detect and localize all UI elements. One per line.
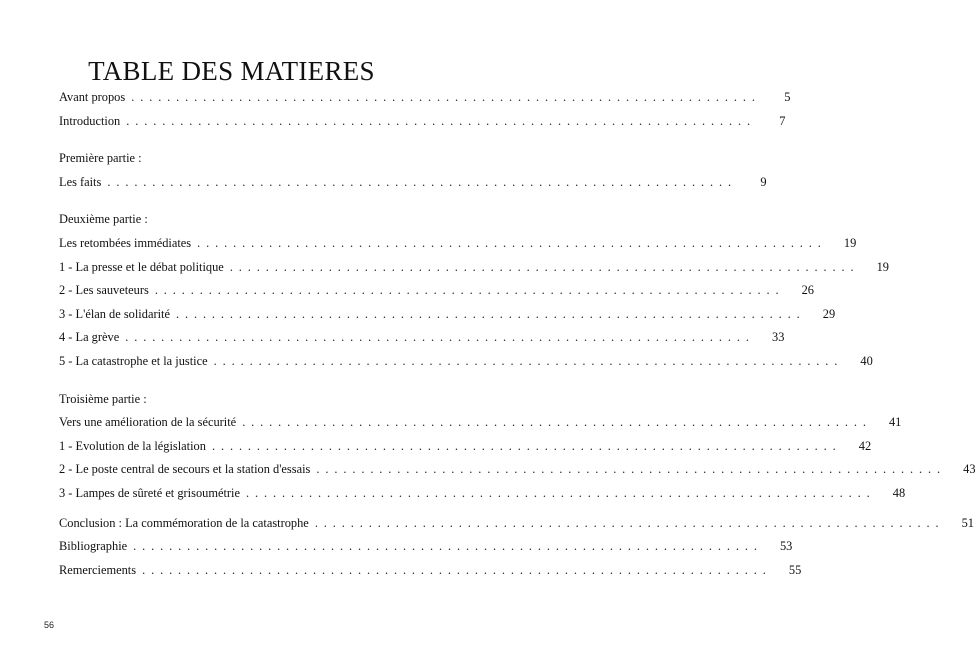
toc-entry [59, 171, 767, 195]
toc-entry-label: 2 - Les sauveteurs [59, 283, 149, 298]
section-spacer [59, 374, 434, 388]
page-number: 56 [44, 620, 55, 630]
dot-leader: . . . . . . . . . . . . . . . . . . . . . . . . . . . . . . . . . . . . . . . . . . . . . . . . . . . . . . . . . . . . . . . . . . . . . . [245, 485, 872, 500]
dot-leader: . . . . . . . . . . . . . . . . . . . . . . . . . . . . . . . . . . . . . . . . . . . . . . . . . . . . . . . . . . . . . . . . . . . . . . [175, 306, 802, 321]
toc-entry [59, 411, 902, 435]
toc-entry-label: Avant propos [59, 90, 126, 104]
toc-entry-label: Remerciements [59, 562, 137, 577]
dot-leader: . . . . . . . . . . . . . . . . . . . . . . . . . . . . . . . . . . . . . . . . . . . . . . . . . . . . . . . . . . . . . . . . . . . . . . [316, 462, 942, 477]
toc-entry-page: 55 [788, 562, 802, 577]
page-title: TABLE DES MATIERES [88, 56, 375, 87]
part-heading: Troisième partie : [59, 391, 147, 406]
toc-entry-label: Les faits [59, 174, 102, 189]
part-heading: Première partie : [59, 151, 142, 166]
dot-leader: . . . . . . . . . . . . . . . . . . . . . . . . . . . . . . . . . . . . . . . . . . . . . . . . . . . . . . . . . . . . . . . . . . . . . . [107, 174, 733, 189]
part-heading: Deuxième partie : [59, 212, 148, 227]
toc-entry [59, 458, 976, 482]
dot-leader: . . . . . . . . . . . . . . . . . . . . . . . . . . . . . . . . . . . . . . . . . . . . . . . . . . . . . . . . . . . . . . . . . . . . . . [314, 515, 940, 530]
toc-entry-label: Les retombées immédiates [59, 235, 192, 250]
toc-entry-label: 2 - Le poste central de secours et la station d'essais [59, 462, 311, 477]
toc-entry [59, 512, 974, 536]
toc-entry-page: 42 [858, 438, 872, 453]
dot-leader: . . . . . . . . . . . . . . . . . . . . . . . . . . . . . . . . . . . . . . . . . . . . . . . . . . . . . . . . . . . . . . . . . . . . . . [154, 283, 780, 298]
toc-entry [59, 232, 857, 256]
toc-entry-page: 51 [961, 515, 974, 530]
toc-entry [59, 482, 906, 506]
toc-entry-page: 29 [822, 306, 836, 321]
toc-entry [59, 435, 872, 459]
toc-entry-page: 41 [888, 415, 902, 430]
toc-entry-label: 3 - L'élan de solidarité [59, 306, 170, 321]
toc-entry-page: 53 [779, 539, 793, 554]
toc-entry [59, 256, 889, 280]
dot-leader: . . . . . . . . . . . . . . . . . . . . . . . . . . . . . . . . . . . . . . . . . . . . . . . . . . . . . . . . . . . . . . . . . . . . . . [197, 235, 823, 250]
dot-leader: . . . . . . . . . . . . . . . . . . . . . . . . . . . . . . . . . . . . . . . . . . . . . . . . . . . . . . . . . . . . . . . . . . . . . . [133, 539, 759, 554]
dot-leader: . . . . . . . . . . . . . . . . . . . . . . . . . . . . . . . . . . . . . . . . . . . . . . . . . . . . . . . . . . . . . . . . . . . . . . [242, 415, 868, 430]
toc-entry-page: 7 [779, 113, 786, 128]
toc-entry-label: Introduction [59, 113, 121, 128]
toc-entry-page: 40 [860, 353, 873, 368]
toc-entry [59, 535, 793, 559]
dot-leader: . . . . . . . . . . . . . . . . . . . . . . . . . . . . . . . . . . . . . . . . . . . . . . . . . . . . . . . . . . . . . . . . . . . . . . [126, 113, 752, 128]
dot-leader: . . . . . . . . . . . . . . . . . . . . . . . . . . . . . . . . . . . . . . . . . . . . . . . . . . . . . . . . . . . . . . . . . . . . . . [213, 353, 839, 368]
toc-entry-label: Bibliographie [59, 539, 128, 554]
toc-entry-label: 1 - La presse et le débat politique [59, 259, 224, 274]
toc-entry-page: 9 [760, 174, 767, 189]
dot-leader: . . . . . . . . . . . . . . . . . . . . . . . . . . . . . . . . . . . . . . . . . . . . . . . . . . . . . . . . . . . . . . . . . . . . . . [229, 259, 855, 274]
dot-leader: . . . . . . . . . . . . . . . . . . . . . . . . . . . . . . . . . . . . . . . . . . . . . . . . . . . . . . . . . . . . . . . . . . . . . . [125, 330, 751, 345]
toc-entry [59, 350, 873, 374]
toc-entry-page: 33 [772, 330, 785, 345]
toc-entry-label: 3 - Lampes de sûreté et grisoumétrie [59, 485, 240, 500]
table-of-contents [59, 86, 976, 582]
dot-leader: . . . . . . . . . . . . . . . . . . . . . . . . . . . . . . . . . . . . . . . . . . . . . . . . . . . . . . . . . . . . . . . . . . . . . . [131, 90, 757, 104]
toc-entry-label: Conclusion : La commémoration de la catastrophe [59, 515, 309, 530]
dot-leader: . . . . . . . . . . . . . . . . . . . . . . . . . . . . . . . . . . . . . . . . . . . . . . . . . . . . . . . . . . . . . . . . . . . . . . [142, 562, 768, 577]
toc-entry [59, 110, 786, 134]
toc-entry-label: 5 - La catastrophe et la justice [59, 353, 208, 368]
toc-entry [59, 559, 802, 583]
section-spacer [59, 133, 434, 147]
toc-entry-page: 26 [801, 283, 814, 298]
dot-leader: . . . . . . . . . . . . . . . . . . . . . . . . . . . . . . . . . . . . . . . . . . . . . . . . . . . . . . . . . . . . . . . . . . . . . . [211, 438, 838, 453]
toc-entry [59, 279, 814, 303]
section-spacer [59, 194, 434, 208]
toc-entry [59, 303, 836, 327]
toc-entry [59, 326, 785, 350]
toc-entry-page: 43 [963, 462, 976, 477]
toc-entry-label: 4 - La grève [59, 330, 120, 345]
toc-entry-page: 19 [876, 259, 889, 274]
toc-entry-label: Vers une amélioration de la sécurité [59, 415, 237, 430]
toc-entry-label: 1 - Evolution de la législation [59, 438, 206, 453]
toc-entry-page: 48 [892, 485, 906, 500]
toc-entry-page: 5 [784, 90, 791, 104]
toc-entry-page: 19 [843, 235, 857, 250]
toc-entry [59, 86, 791, 110]
